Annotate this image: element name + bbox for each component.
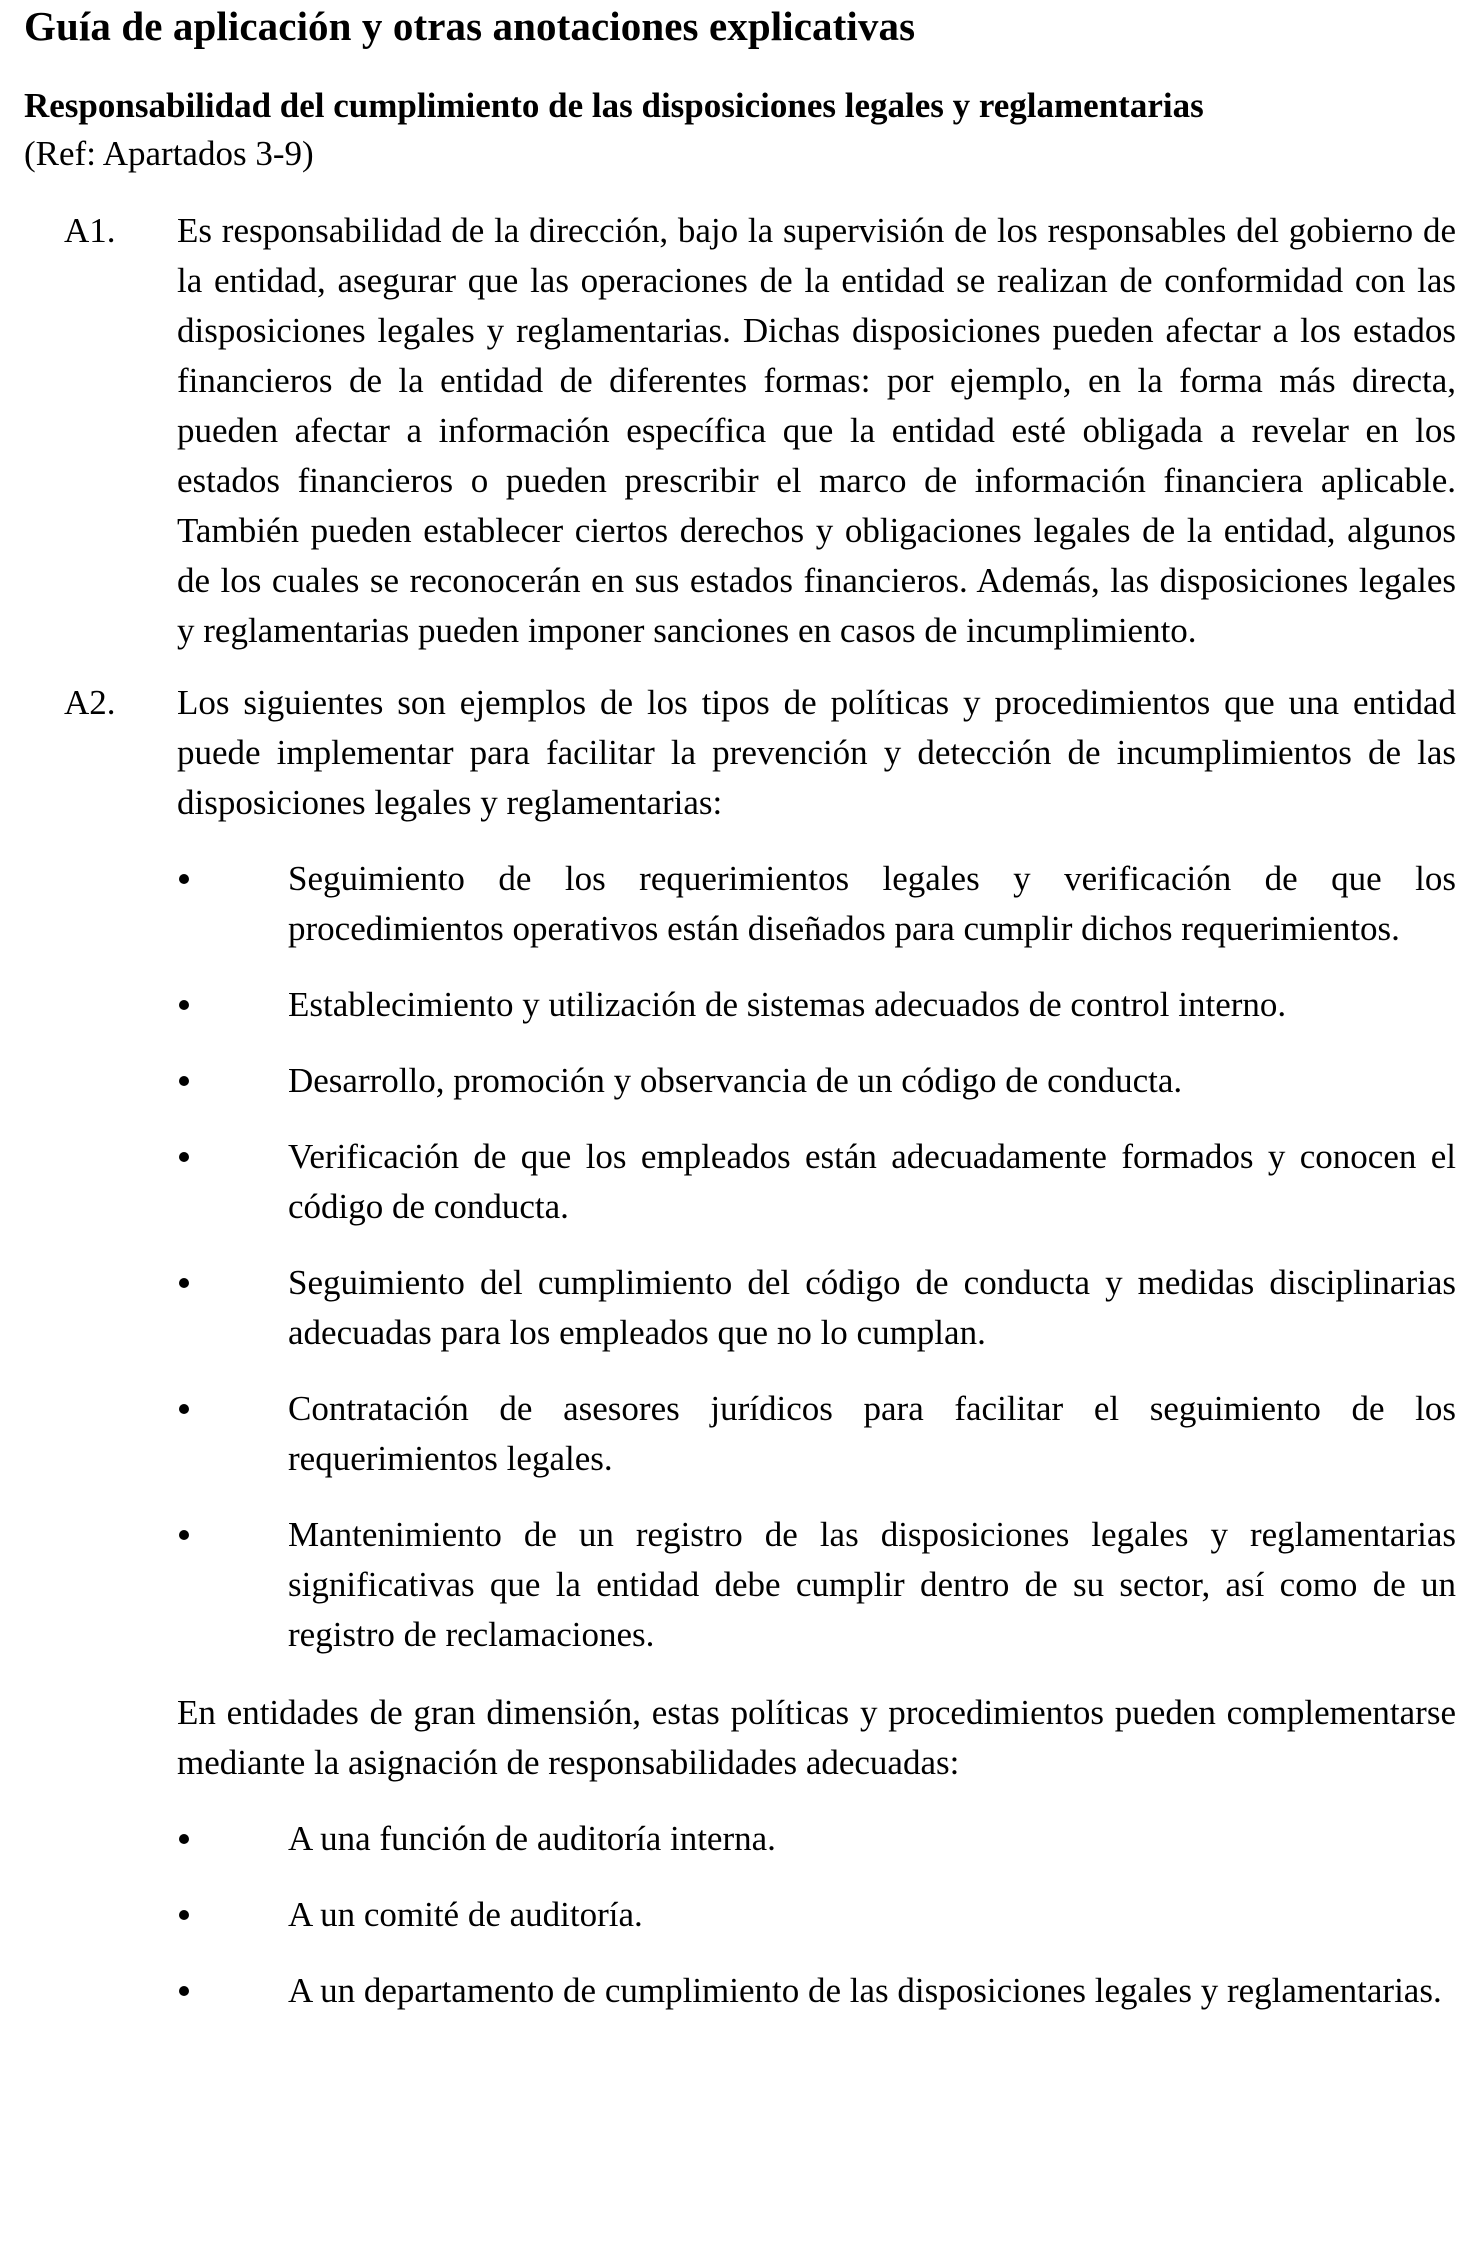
list-item-text: Verificación de que los empleados están adecuadamente formados y conocen el código de conducta. <box>288 1137 1456 1226</box>
list-item <box>177 1132 1456 1232</box>
bullet-icon <box>177 854 288 954</box>
paragraph-text: Los siguientes son ejemplos de los tipos de políticas y procedimientos que una entidad puede implementar para facilitar la prevención y detección de incumplimientos de las disposiciones legales y reglamentarias: <box>177 683 1456 822</box>
bullet-icon <box>177 1056 288 1106</box>
paragraph-a2 <box>24 678 1456 828</box>
list-item-text: A una función de auditoría interna. <box>288 1819 776 1858</box>
list-item-text: A un comité de auditoría. <box>288 1895 643 1934</box>
paragraph-text: Es responsabilidad de la dirección, bajo la supervisión de los responsables del gobierno de la entidad, asegurar que las operaciones de la entidad se realizan de conformidad con las disposiciones legales y reglamentarias. Dichas disposiciones pueden afectar a los estados financieros de la entidad de diferentes formas: por ejemplo, en la forma más directa, pueden afectar a información específica que la entidad esté obligada a revelar en los estados financieros o pueden prescribir el marco de información financiera aplicable. También pueden establecer ciertos derechos y obligaciones legales de la entidad, algunos de los cuales se reconocerán en sus estados financieros. Además, las disposiciones legales y reglamentarias pueden imponer sanciones en casos de incumplimiento. <box>177 211 1456 650</box>
a2-bullet-list <box>177 854 1456 1660</box>
bullet-icon <box>177 980 288 1030</box>
list-item <box>177 980 1456 1030</box>
bullet-icon <box>177 1814 288 1864</box>
bullet-icon <box>177 1258 288 1358</box>
list-item <box>177 1814 1456 1864</box>
list-item <box>177 854 1456 954</box>
list-item <box>177 1384 1456 1484</box>
list-item <box>177 1056 1456 1106</box>
list-item <box>177 1258 1456 1358</box>
large-entities-bullet-list <box>177 1814 1456 2016</box>
bullet-icon <box>177 1384 288 1484</box>
list-item-text: Seguimiento del cumplimiento del código de conducta y medidas disciplinarias adecuadas para los empleados que no lo cumplan. <box>288 1263 1456 1352</box>
list-item <box>177 1966 1456 2016</box>
paragraph-number: A1. <box>64 211 116 250</box>
bullet-icon <box>177 1966 288 2016</box>
paragraph-a1 <box>24 206 1456 656</box>
list-item-text: Establecimiento y utilización de sistemas adecuados de control interno. <box>288 985 1287 1024</box>
section-reference: (Ref: Apartados 3-9) <box>24 134 314 173</box>
section-heading-text: Responsabilidad del cumplimiento de las disposiciones legales y reglamentarias <box>24 86 1204 125</box>
bullet-icon <box>177 1510 288 1660</box>
list-item-text: Seguimiento de los requerimientos legales y verificación de que los procedimientos operativos están diseñados para cumplir dichos requerimientos. <box>288 859 1456 948</box>
bullet-icon <box>177 1132 288 1232</box>
list-item <box>177 1890 1456 1940</box>
section-heading <box>24 82 1456 178</box>
list-item-text: A un departamento de cumplimiento de las disposiciones legales y reglamentarias. <box>288 1971 1442 2010</box>
page-title: Guía de aplicación y otras anotaciones explicativas <box>24 3 916 49</box>
list-item <box>177 1510 1456 1660</box>
list-item-text: Contratación de asesores jurídicos para facilitar el seguimiento de los requerimientos legales. <box>288 1389 1456 1478</box>
list-item-text: Desarrollo, promoción y observancia de un código de conducta. <box>288 1061 1183 1100</box>
bullet-icon <box>177 1890 288 1940</box>
large-entities-intro: En entidades de gran dimensión, estas políticas y procedimientos pueden complementarse mediante la asignación de responsabilidades adecuadas: <box>177 1693 1456 1782</box>
paragraph-number: A2. <box>64 683 116 722</box>
list-item-text: Mantenimiento de un registro de las disposiciones legales y reglamentarias significativas que la entidad debe cumplir dentro de su sector, así como de un registro de reclamaciones. <box>288 1515 1456 1654</box>
